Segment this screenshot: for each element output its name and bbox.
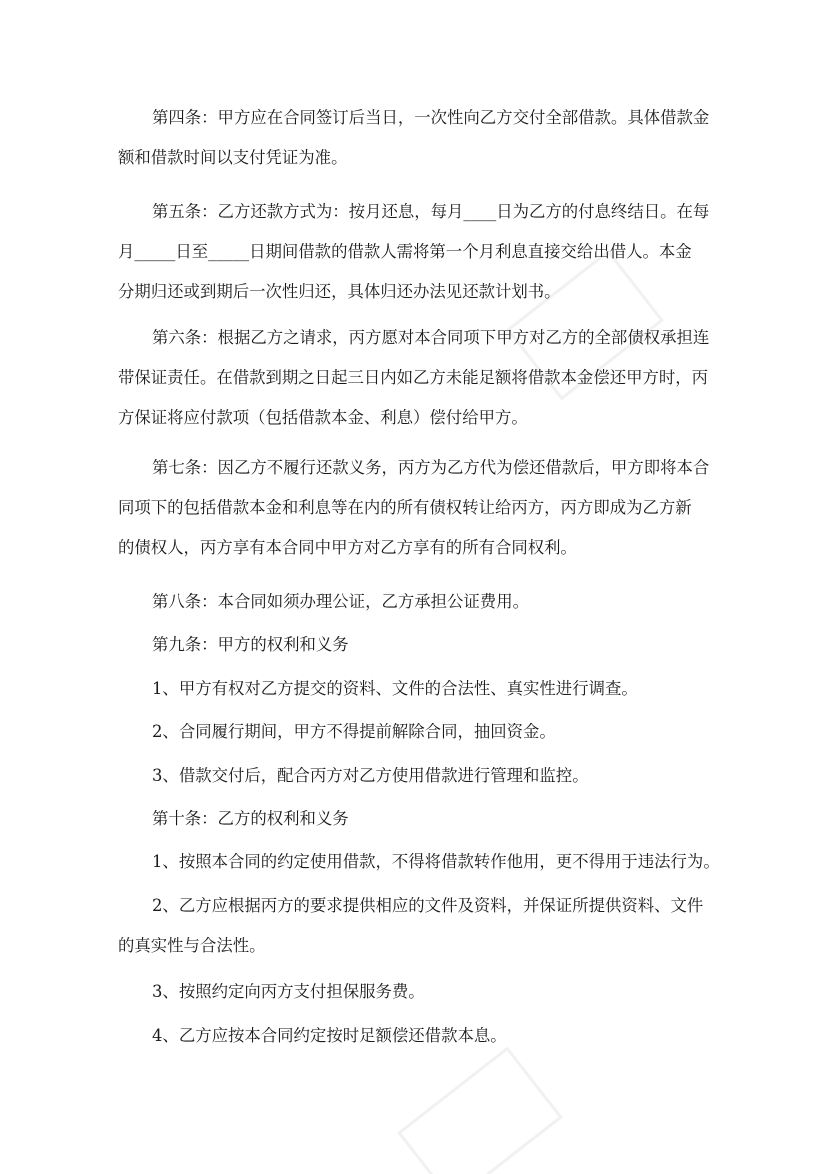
article-9 [118, 625, 718, 665]
article-7 [118, 448, 718, 568]
text-line: 同项下的包括借款本金和利息等在内的所有债权转让给丙方，丙方即成为乙方新 [118, 498, 692, 517]
article-8 [118, 582, 718, 622]
watermark-icon [397, 1046, 563, 1174]
text-line: 第九条：甲方的权利和义务 [152, 635, 349, 654]
article-5 [118, 192, 718, 312]
text-line: 1、甲方有权对乙方提交的资料、文件的合法性、真实性进行调查。 [152, 679, 638, 698]
article-9-item-3 [118, 756, 718, 796]
text-line: 第四条：甲方应在合同签订后当日，一次性向乙方交付全部借款。具体借款金 [152, 108, 710, 127]
text-line: 第五条：乙方还款方式为：按月还息，每月____日为乙方的付息终结日。在每 [152, 202, 710, 221]
text-line: 4、乙方应按本合同约定按时足额偿还借款本息。 [152, 1026, 507, 1045]
text-line: 带保证责任。在借款到期之日起三日内如乙方未能足额将借款本金偿还甲方时，丙 [118, 368, 709, 387]
text-line: 分期归还或到期后一次性归还，具体归还办法见还款计划书。 [118, 282, 561, 301]
article-10-item-3 [118, 972, 718, 1012]
text-line: 2、合同履行期间，甲方不得提前解除合同，抽回资金。 [152, 722, 556, 741]
article-10-item-1 [118, 842, 718, 882]
article-4 [118, 98, 718, 178]
text-line: 2、乙方应根据丙方的要求提供相应的文件及资料，并保证所提供资料、文件 [152, 896, 704, 915]
article-10-item-2 [118, 886, 718, 966]
text-line: 的真实性与合法性。 [118, 936, 266, 955]
text-line: 方保证将应付款项（包括借款本金、利息）偿付给甲方。 [118, 408, 528, 427]
text-line: 第八条：本合同如须办理公证，乙方承担公证费用。 [152, 592, 529, 611]
article-6 [118, 318, 718, 438]
text-line: 第六条：根据乙方之请求，丙方愿对本合同项下甲方对乙方的全部债权承担连 [152, 328, 710, 347]
text-line: 3、按照约定向丙方支付担保服务费。 [152, 982, 425, 1001]
article-9-item-2 [118, 712, 718, 752]
text-line: 第十条：乙方的权利和义务 [152, 809, 349, 828]
text-line: 月_____日至_____日期间借款的借款人需将第一个月利息直接交给出借人。本金 [118, 242, 692, 261]
text-line: 3、借款交付后，配合丙方对乙方使用借款进行管理和监控。 [152, 766, 589, 785]
text-line: 的债权人，丙方享有本合同中甲方对乙方享有的所有合同权利。 [118, 538, 577, 557]
text-line: 额和借款时间以支付凭证为准。 [118, 148, 348, 167]
text-line: 第七条：因乙方不履行还款义务，丙方为乙方代为偿还借款后，甲方即将本合 [152, 458, 710, 477]
article-10-item-4 [118, 1016, 718, 1056]
article-9-item-1 [118, 669, 718, 709]
text-line: 1、按照本合同的约定使用借款，不得将借款转作他用，更不得用于违法行为。 [152, 852, 720, 871]
article-10 [118, 799, 718, 839]
